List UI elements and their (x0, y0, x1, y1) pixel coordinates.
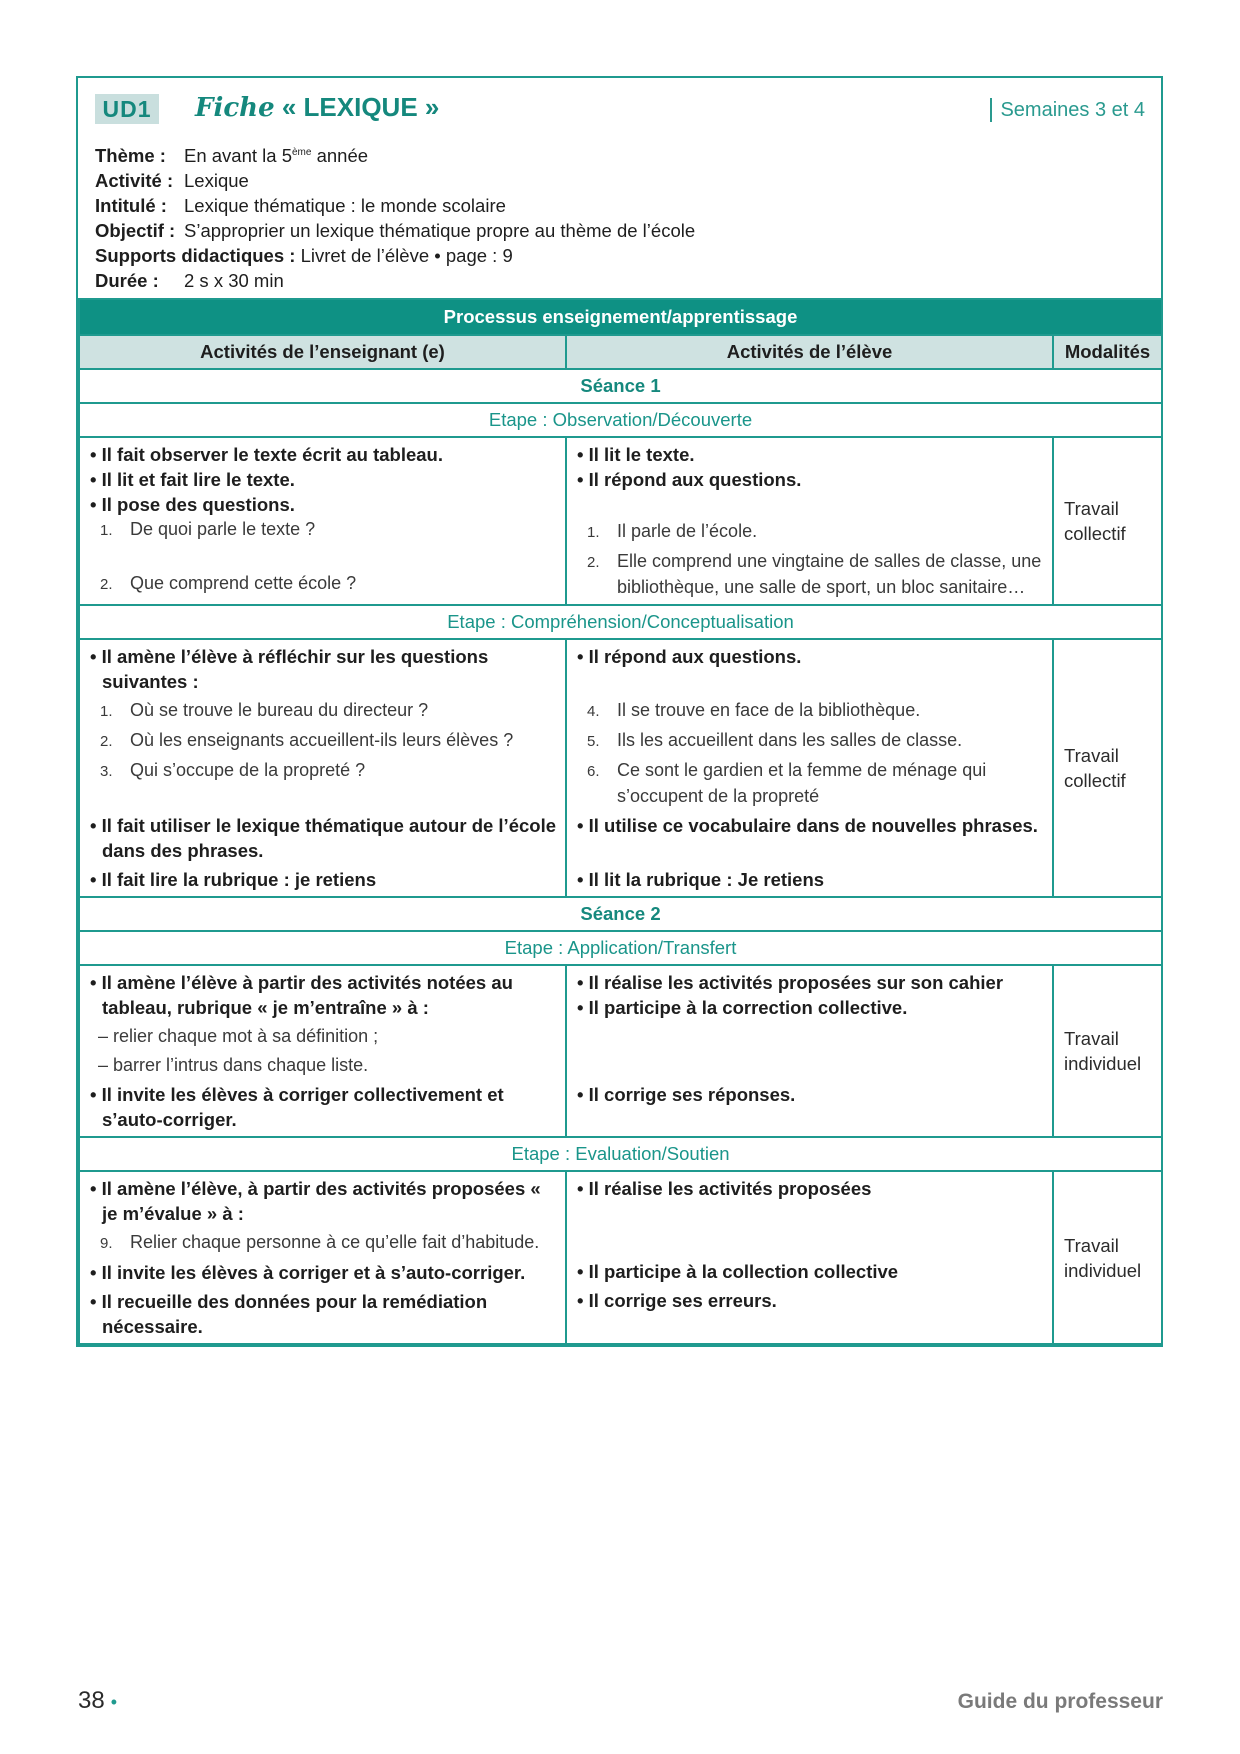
teacher-cell: • Il fait observer le texte écrit au tableau. • Il lit et fait lire le texte. • Il pose des questions. 1. De quoi parle le texte ? 2. Que comprend cette école ? (79, 437, 566, 605)
teacher-cell: • Il amène l’élève, à partir des activités proposées « je m’évalue » à : 9. Relier chaque personne à ce qu’elle fait d’habitude. • Il invite les élèves à corriger et à s’auto-corriger. • Il recueille des données pour la remédiation nécessaire. (79, 1171, 566, 1344)
list-item: 9. Relier chaque personne à ce qu’elle fait d’habitude. (100, 1232, 540, 1252)
modalite-cell: Travail individuel (1053, 1171, 1162, 1344)
seance-2-title: Séance 2 (79, 897, 1162, 931)
teacher-cell: • Il amène l’élève à partir des activités notées au tableau, rubrique « je m’entraîne » à : – relier chaque mot à sa définition ; – barrer l’intrus dans chaque liste. • Il invite les élèves à corriger collectivement et s’auto-corriger. (79, 965, 566, 1137)
list-item: 3. Qui s’occupe de la propreté ? (100, 760, 366, 780)
table-row (79, 965, 1162, 1137)
student-cell: • Il réalise les activités proposées sur son cahier • Il participe à la correction collective. • Il corrige ses réponses. (566, 965, 1053, 1137)
unit-badge: UD1 (95, 94, 159, 124)
student-cell: • Il lit le texte. • Il répond aux questions. 1. Il parle de l’école. 2. Elle comprend une vingtaine de salles de classe, une bibliothèque, une salle de sport, un bloc sanitaire… (566, 437, 1053, 605)
lesson-sheet-frame (76, 76, 1163, 1347)
meta-theme: Thème : En avant la 5ème année (95, 145, 369, 167)
meta-activite: Activité : Lexique (95, 170, 249, 192)
list-item: 6. Ce sont le gardien et la femme de ménage qui s’occupent de la propreté (587, 760, 987, 806)
list-item: – barrer l’intrus dans chaque liste. (98, 1055, 369, 1075)
seance-1-title: Séance 1 (79, 369, 1162, 403)
student-cell: • Il réalise les activités proposées • Il participe à la collection collective • Il corrige ses erreurs. (566, 1171, 1053, 1344)
meta-objectif: Objectif : S’approprier un lexique thématique propre au thème de l’école (95, 220, 696, 242)
list-item: 4. Il se trouve en face de la bibliothèque. (587, 700, 921, 720)
sheet-meta (95, 140, 695, 293)
etape-observation: Etape : Observation/Découverte (79, 403, 1162, 437)
etape-evaluation: Etape : Evaluation/Soutien (79, 1137, 1162, 1171)
col-modalites: Modalités (1053, 335, 1162, 369)
etape-comprehension: Etape : Compréhension/Conceptualisation (79, 605, 1162, 639)
table-row (79, 437, 1162, 605)
title-fiche: Fiche (195, 93, 275, 123)
modalite-cell: Travail individuel (1053, 965, 1162, 1137)
teacher-cell: • Il amène l’élève à réfléchir sur les questions suivantes : 1. Où se trouve le bureau du directeur ? 2. Où les enseignants accueillent-ils leurs élèves ? 3. Qui s’occupe de la propreté ? • Il fait utiliser le lexique thématique autour de l’école dans des phrases. • Il fait lire la rubrique : je retiens (79, 639, 566, 897)
process-table (78, 298, 1163, 1345)
list-item: 2. Où les enseignants accueillent-ils leurs élèves ? (100, 730, 514, 750)
student-cell: • Il répond aux questions. 4. Il se trouve en face de la bibliothèque. 5. Ils les accueillent dans les salles de classe. 6. Ce sont le gardien et la femme de ménage qui s’occupent de la propreté • Il utilise ce vocabulaire dans de nouvelles phrases. • Il lit la rubrique : Je retiens (566, 639, 1053, 897)
meta-duree: Durée : 2 s x 30 min (95, 270, 284, 292)
meta-supports: Supports didactiques : Livret de l’élève • page : 9 (95, 245, 513, 267)
list-item: 1. De quoi parle le texte ? (100, 519, 316, 539)
list-item: – relier chaque mot à sa définition ; (98, 1026, 379, 1046)
modalite-cell: Travail collectif (1053, 639, 1162, 897)
table-row (79, 639, 1162, 897)
list-item: 2. Elle comprend une vingtaine de salles de classe, une bibliothèque, une salle de sport, un bloc sanitaire… (587, 551, 1042, 597)
meta-intitule: Intitulé : Lexique thématique : le monde scolaire (95, 195, 506, 217)
list-item: 2. Que comprend cette école ? (100, 573, 357, 593)
list-item: 1. Il parle de l’école. (587, 521, 758, 541)
list-item: 1. Où se trouve le bureau du directeur ? (100, 700, 429, 720)
bullet-dot: • (110, 1692, 118, 1712)
modalite-cell: Travail collectif (1053, 437, 1162, 605)
title-lexique: « LEXIQUE » (281, 92, 440, 122)
page-number: 38 • (78, 1687, 118, 1714)
sheet-header (78, 78, 1161, 298)
footer-guide-title: Guide du professeur (957, 1690, 1163, 1713)
etape-application: Etape : Application/Transfert (79, 931, 1162, 965)
col-eleve: Activités de l’élève (566, 335, 1053, 369)
weeks-label: Semaines 3 et 4 (990, 98, 1145, 122)
col-enseignant: Activités de l’enseignant (e) (79, 335, 566, 369)
list-item: 5. Ils les accueillent dans les salles de classe. (587, 730, 963, 750)
table-row (79, 1171, 1162, 1344)
page-title (195, 92, 439, 123)
process-heading: Processus enseignement/apprentissage (79, 299, 1162, 335)
column-headers (79, 335, 1162, 369)
